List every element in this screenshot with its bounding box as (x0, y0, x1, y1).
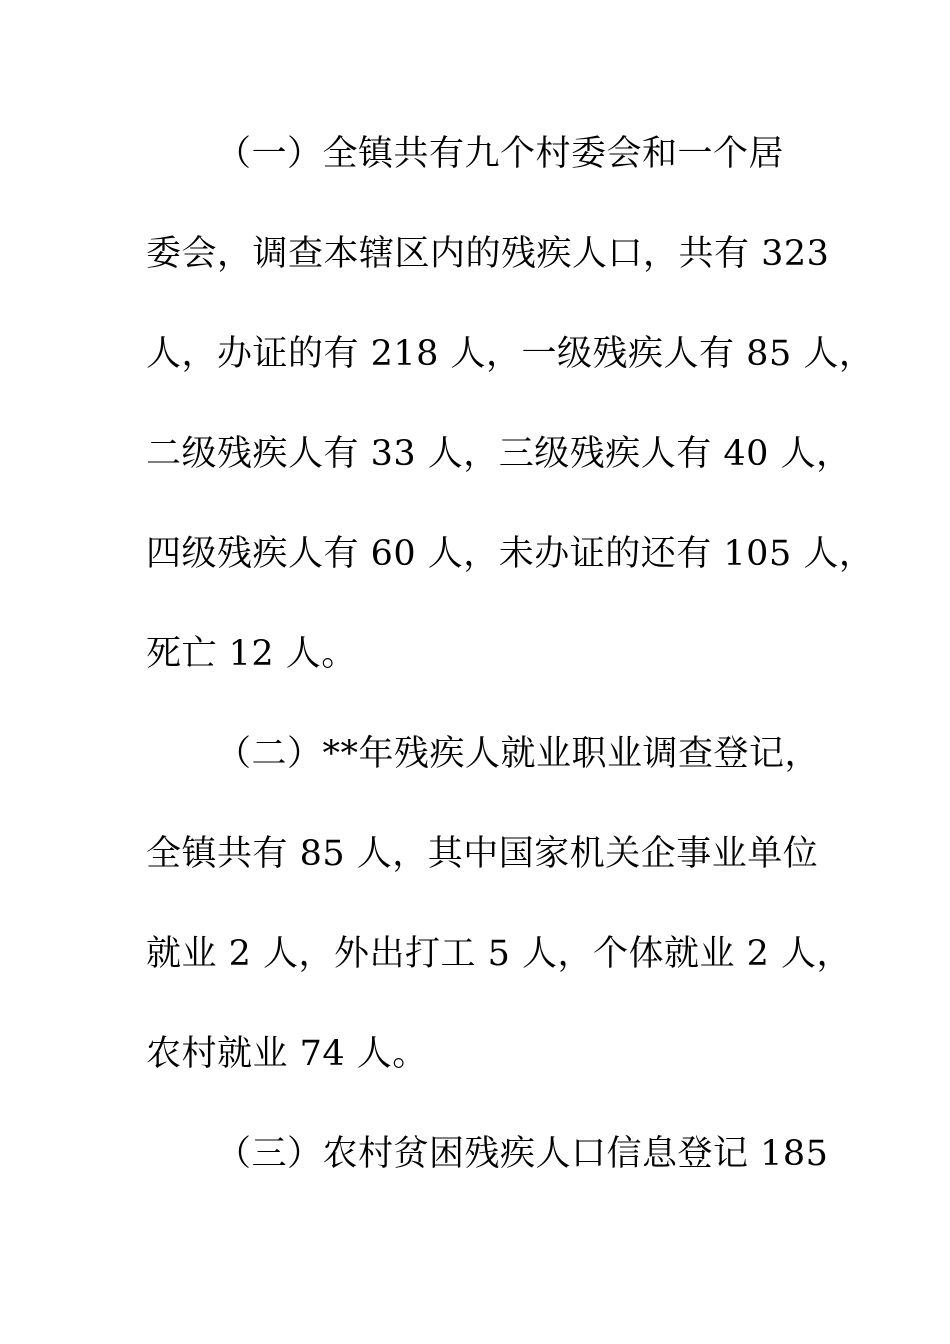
paragraph-1-line-5: 四级残疾人有 60 人，未办证的还有 105 人， (146, 534, 875, 574)
paragraph-2-line-1: （二）**年残疾人就业职业调查登记， (216, 734, 821, 774)
paragraph-2-line-2: 全镇共有 85 人，其中国家机关企事业单位 (146, 834, 819, 874)
paragraph-2-line-3: 就业 2 人，外出打工 5 人，个体就业 2 人， (146, 934, 853, 974)
paragraph-1-line-1: （一）全镇共有九个村委会和一个居 (216, 134, 785, 174)
paragraph-3-line-1: （三）农村贫困残疾人口信息登记 185 (216, 1134, 829, 1174)
paragraph-2-line-4: 农村就业 74 人。 (146, 1034, 428, 1074)
paragraph-1-line-4: 二级残疾人有 33 人，三级残疾人有 40 人， (146, 434, 852, 474)
paragraph-1-line-3: 人，办证的有 218 人，一级残疾人有 85 人， (146, 334, 875, 374)
paragraph-1-line-2: 委会，调查本辖区内的残疾人口，共有 323 (146, 234, 830, 274)
paragraph-1-line-6: 死亡 12 人。 (146, 634, 357, 674)
